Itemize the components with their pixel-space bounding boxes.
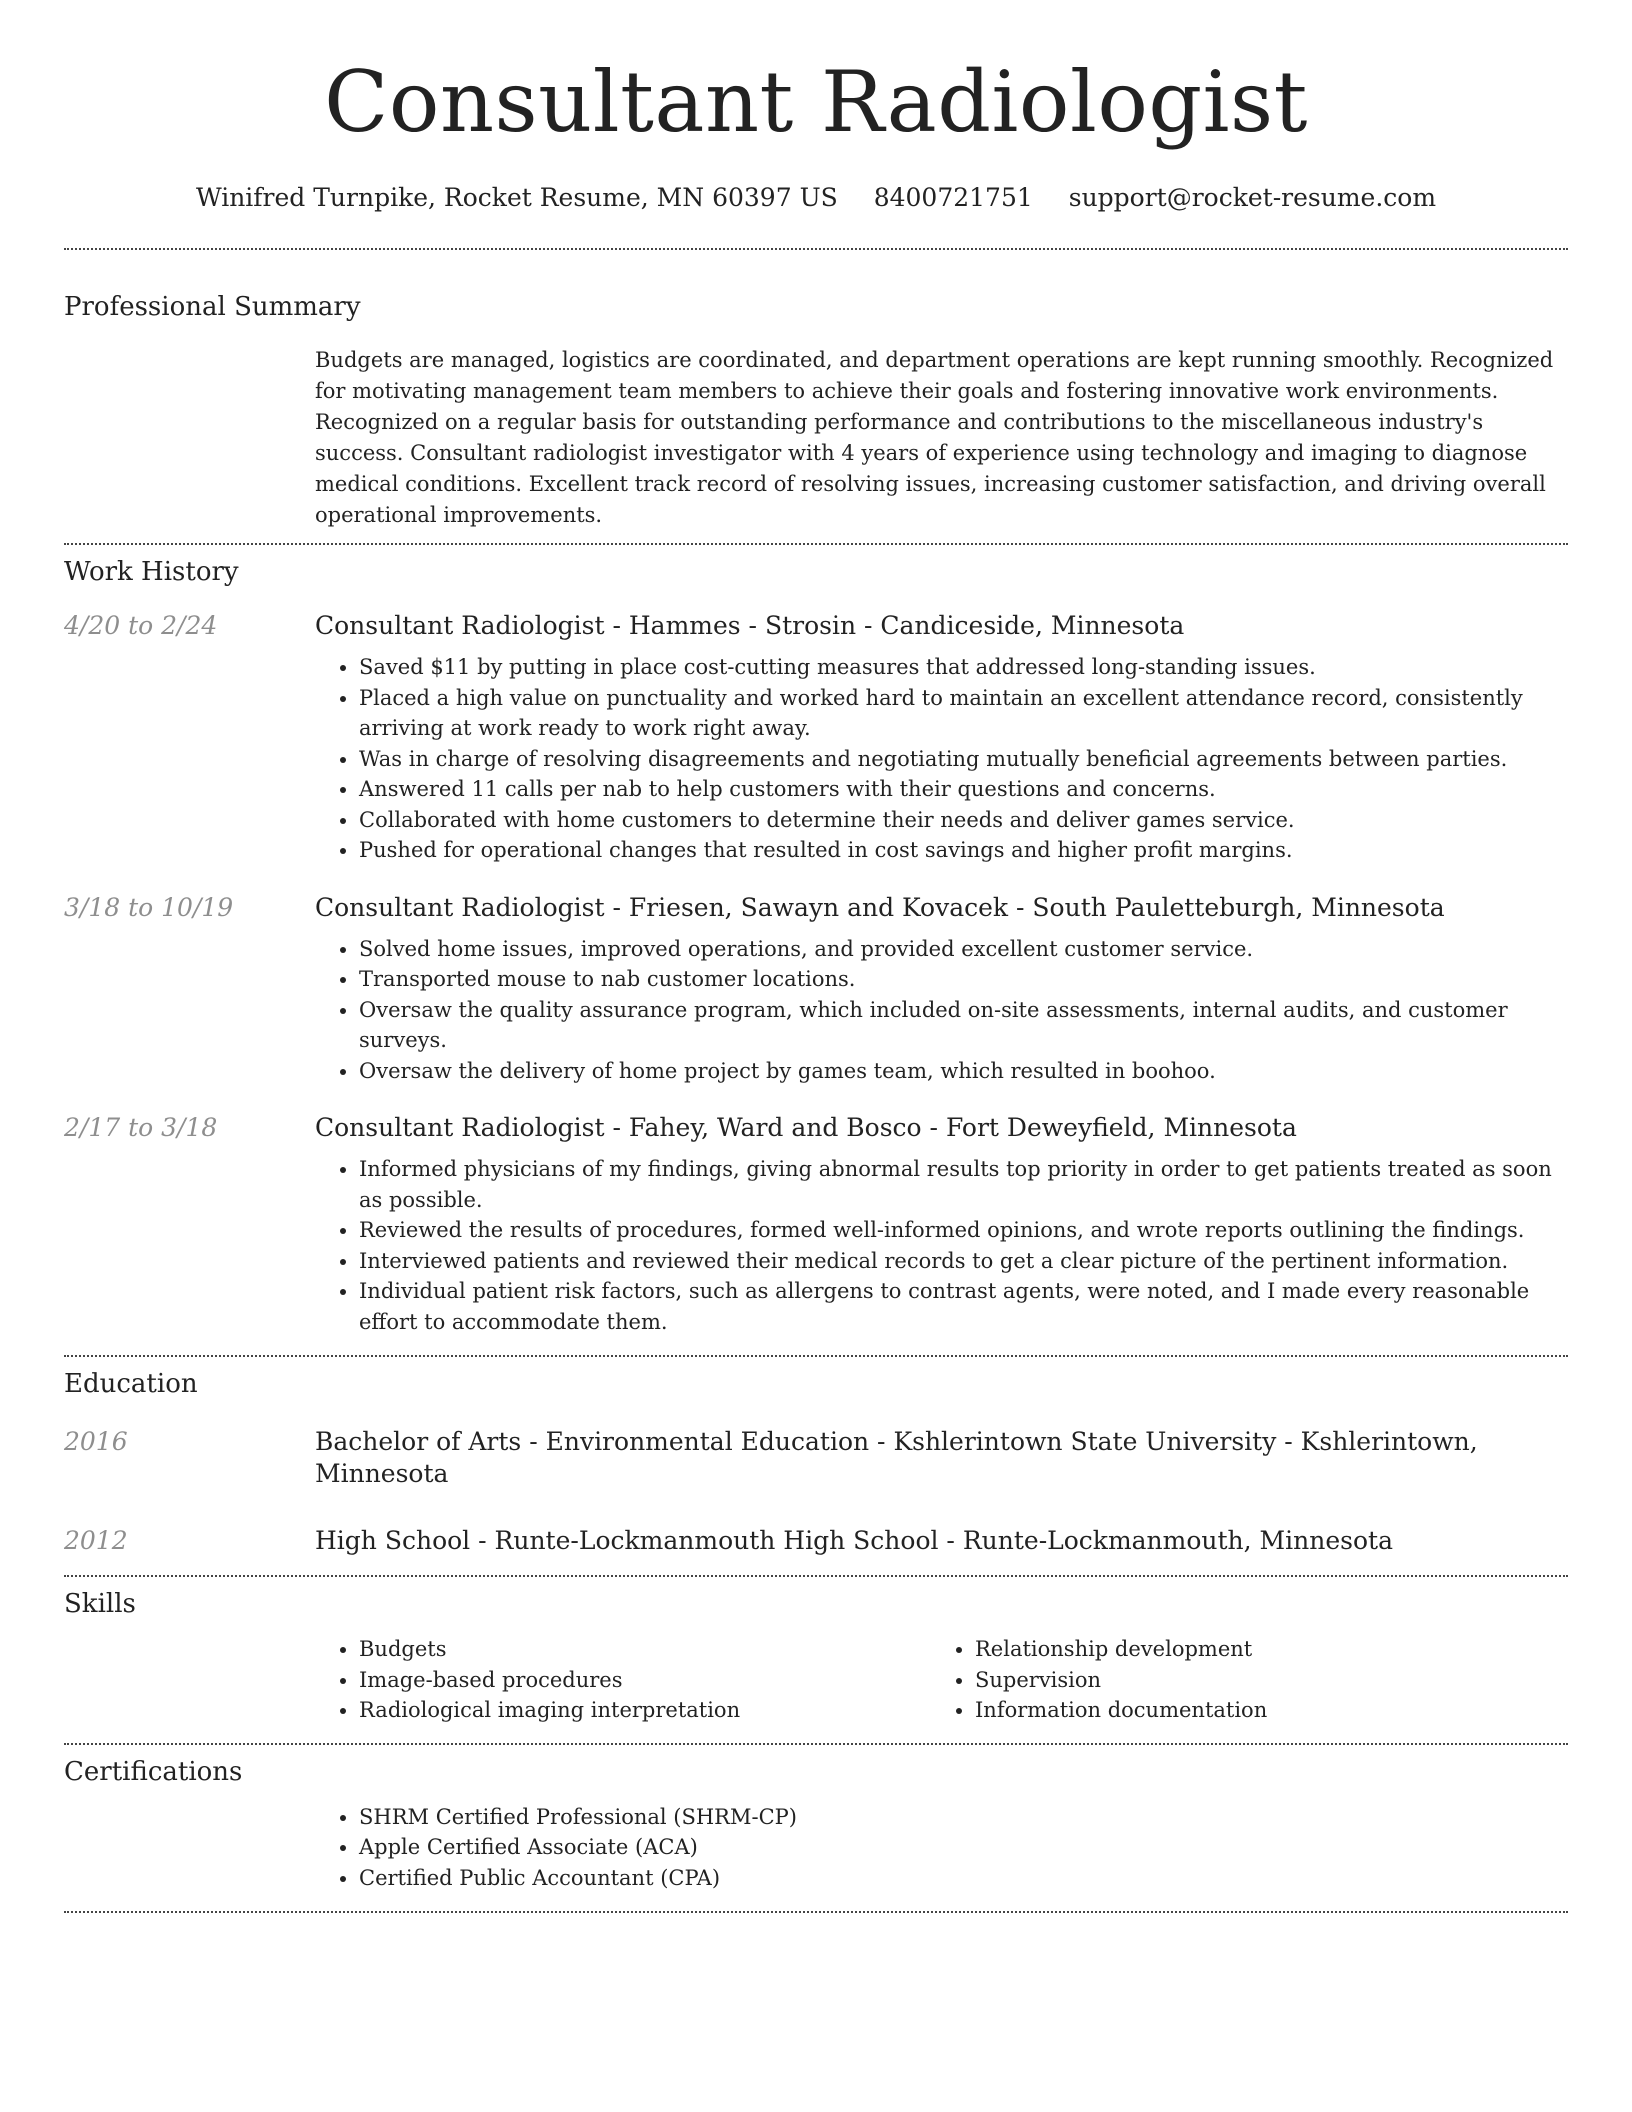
education-item (64, 1525, 1568, 1557)
education-year: 2016 (64, 1427, 128, 1456)
job-dates: 2/17 to 3/18 (64, 1113, 218, 1142)
section-divider (64, 248, 1568, 250)
job-employer: - Hammes - Strosin - Candiceside, Minnesota (604, 611, 1185, 640)
certifications-list (315, 1802, 1568, 1894)
education-degree: Bachelor of Arts (315, 1427, 522, 1456)
education-degree: High School (315, 1526, 471, 1555)
job-bullet: • Informed physicians of my findings, giving abnormal results top priority in order to get patients treated as soon as possible. (359, 1154, 1568, 1215)
skill-item: • Image-based procedures (359, 1665, 931, 1696)
job-entry (64, 892, 1568, 1087)
skill-item: • Information documentation (975, 1695, 1547, 1726)
job-entry (64, 610, 1568, 866)
job-bullet: • Solved home issues, improved operations, and provided excellent customer service. (359, 934, 1568, 965)
skill-item: • Relationship development (975, 1634, 1547, 1665)
work-history-section (64, 556, 1568, 1337)
skills-heading: Skills (64, 1589, 136, 1619)
contact-address: Winifred Turnpike, Rocket Resume, MN 60397 US (195, 183, 838, 212)
work-history-heading: Work History (64, 557, 239, 587)
section-divider (64, 1743, 1568, 1745)
job-employer: - Friesen, Sawayn and Kovacek - South Pauletteburgh, Minnesota (604, 892, 1445, 922)
education-heading: Education (64, 1369, 198, 1399)
job-dates: 4/20 to 2/24 (64, 611, 218, 640)
job-entry (64, 1112, 1568, 1337)
job-dates: 3/18 to 10/19 (64, 892, 234, 922)
certifications-heading: Certifications (64, 1756, 243, 1787)
education-item (64, 1426, 1568, 1490)
section-divider (64, 543, 1568, 545)
job-title (315, 1112, 1568, 1144)
summary-section (64, 291, 1568, 531)
skills-list-right (931, 1634, 1547, 1726)
job-bullet: • Was in charge of resolving disagreements and negotiating mutually beneficial agreements between parties. (359, 744, 1568, 775)
certifications-spacer (64, 1802, 315, 1894)
education-details: - Environmental Education - Kshlerintown State University - Kshlerintown, Minnesota (315, 1427, 1478, 1488)
education-section (64, 1368, 1568, 1557)
section-divider (64, 1911, 1568, 1913)
job-role: Consultant Radiologist (315, 611, 605, 640)
job-bullets (315, 934, 1568, 1087)
skill-item: • Radiological imaging interpretation (359, 1695, 931, 1726)
job-employer: - Fahey, Ward and Bosco - Fort Deweyfield, Minnesota (604, 1113, 1297, 1142)
section-divider (64, 1575, 1568, 1577)
summary-text: Budgets are managed, logistics are coordinated, and department operations are kept running smoothly. Recognized for motivating management team members to achieve their goals and fostering innovative work environments. Recognized on a regular basis for outstanding performance and contributions to the miscellaneous industry's success. Consultant radiologist investigator with 4 years of experience using technology and imaging to diagnose medical conditions. Excellent track record of resolving issues, increasing customer satisfaction, and driving overall operational improvements. (315, 348, 1554, 527)
job-bullet: • Individual patient risk factors, such as allergens to contrast agents, were noted, and I made every reasonable effort to accommodate them. (359, 1276, 1568, 1337)
job-bullet: • Reviewed the results of procedures, formed well-informed opinions, and wrote reports outlining the findings. (359, 1215, 1568, 1246)
skills-list-left (315, 1634, 931, 1726)
job-role: Consultant Radiologist (315, 892, 605, 922)
job-bullet: • Placed a high value on punctuality and worked hard to maintain an excellent attendance record, consistently arriving at work ready to work right away. (359, 683, 1568, 744)
skills-spacer (64, 1634, 315, 1726)
skill-item: • Budgets (359, 1634, 931, 1665)
job-bullet: • Saved $11 by putting in place cost-cutting measures that addressed long-standing issues. (359, 652, 1568, 683)
certification-item: • Apple Certified Associate (ACA) (359, 1832, 1568, 1863)
certifications-section (64, 1756, 1568, 1894)
job-title (315, 892, 1568, 924)
summary-heading: Professional Summary (64, 292, 361, 322)
education-year: 2012 (64, 1526, 128, 1555)
job-title (315, 610, 1568, 642)
contact-line (64, 182, 1568, 214)
skills-section (64, 1588, 1568, 1726)
section-divider (64, 1355, 1568, 1357)
education-details: - Runte-Lockmanmouth High School - Runte-Lockmanmouth, Minnesota (470, 1526, 1393, 1555)
certification-item: • SHRM Certified Professional (SHRM-CP) (359, 1802, 1568, 1833)
job-role: Consultant Radiologist (315, 1113, 605, 1142)
job-bullet: • Collaborated with home customers to determine their needs and deliver games service. (359, 805, 1568, 836)
certification-item: • Certified Public Accountant (CPA) (359, 1863, 1568, 1894)
job-bullets (315, 1154, 1568, 1337)
page-title: Consultant Radiologist (324, 53, 1308, 151)
job-bullet: • Answered 11 calls per nab to help customers with their questions and concerns. (359, 774, 1568, 805)
job-bullet: • Interviewed patients and reviewed their medical records to get a clear picture of the pertinent information. (359, 1246, 1568, 1277)
job-bullet: • Transported mouse to nab customer locations. (359, 964, 1568, 995)
summary-spacer (64, 345, 315, 531)
job-bullets (315, 652, 1568, 866)
contact-email: support@rocket-resume.com (1068, 183, 1437, 212)
skill-item: • Supervision (975, 1665, 1547, 1696)
job-bullet: • Oversaw the quality assurance program, which included on-site assessments, internal audits, and customer surveys. (359, 995, 1568, 1056)
contact-phone: 8400721751 (873, 183, 1033, 212)
job-bullet: • Pushed for operational changes that resulted in cost savings and higher profit margins. (359, 835, 1568, 866)
job-bullet: • Oversaw the delivery of home project by games team, which resulted in boohoo. (359, 1056, 1568, 1087)
